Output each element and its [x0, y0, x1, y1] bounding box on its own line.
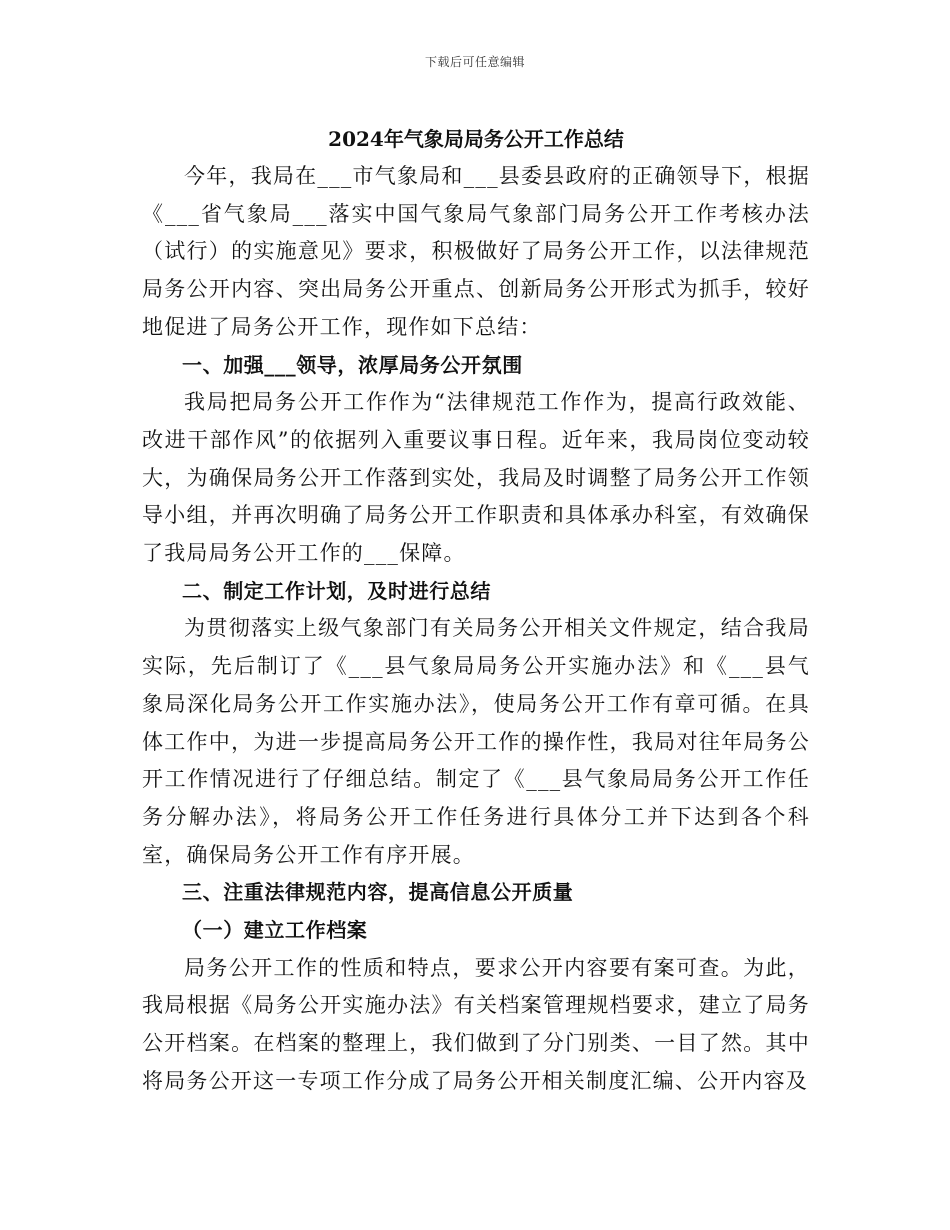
document-title: 2024年气象局局务公开工作总结 [328, 127, 624, 151]
section-2-paragraph: 为贯彻落实上级气象部门有关局务公开相关文件规定，结合我局实际，先后制订了《___县气象局局务公开实施办法》和《___县气象局深化局务公开工作实施办法》，使局务公开工作有章可循。在具体工作中，为进一步提高局务公开工作的操作性，我局对往年局务公开工作情况进行了仔细总结。制定了《___县气象局局务公开工作任务分解办法》，将局务公开工作任务进行具体分工并下达到各个科室，确保局务公开工作有序开展。 [142, 616, 810, 867]
section-3-subheading: （一）建立工作档案 [182, 918, 368, 943]
section-3-heading: 三、注重法律规范内容，提高信息公开质量 [182, 880, 574, 905]
section-1-heading: 一、加强___领导，浓厚局务公开氛围 [182, 352, 523, 377]
section-1-paragraph: 我局把局务公开工作作为“法律规范工作作为，提高行政效能、改进干部作风”的依据列入重要议事日程。近年来，我局岗位变动较大，为确保局务公开工作落到实处，我局及时调整了局务公开工作领导小组，并再次明确了局务公开工作职责和具体承办科室，有效确保了我局局务公开工作的___保障。 [142, 390, 810, 566]
section-2-heading: 二、制定工作计划，及时进行总结 [182, 578, 491, 603]
section-3-paragraph: 局务公开工作的性质和特点，要求公开内容要有案可查。为此，我局根据《局务公开实施办法》有关档案管理规档要求，建立了局务公开档案。在档案的整理上，我们做到了分门别类、一目了然。其中将局务公开这一专项工作分成了局务公开相关制度汇编、公开内容及 [142, 955, 810, 1093]
document-body [142, 120, 810, 1101]
intro-paragraph: 今年，我局在___市气象局和___县委县政府的正确领导下，根据《___省气象局___落实中国气象局气象部门局务公开工作考核办法（试行）的实施意见》要求，积极做好了局务公开工作，以法律规范局务公开内容、突出局务公开重点、创新局务公开形式为抓手，较好地促进了局务公开工作，现作如下总结： [142, 164, 810, 339]
header-note: 下载后可任意编辑 [424, 55, 525, 69]
